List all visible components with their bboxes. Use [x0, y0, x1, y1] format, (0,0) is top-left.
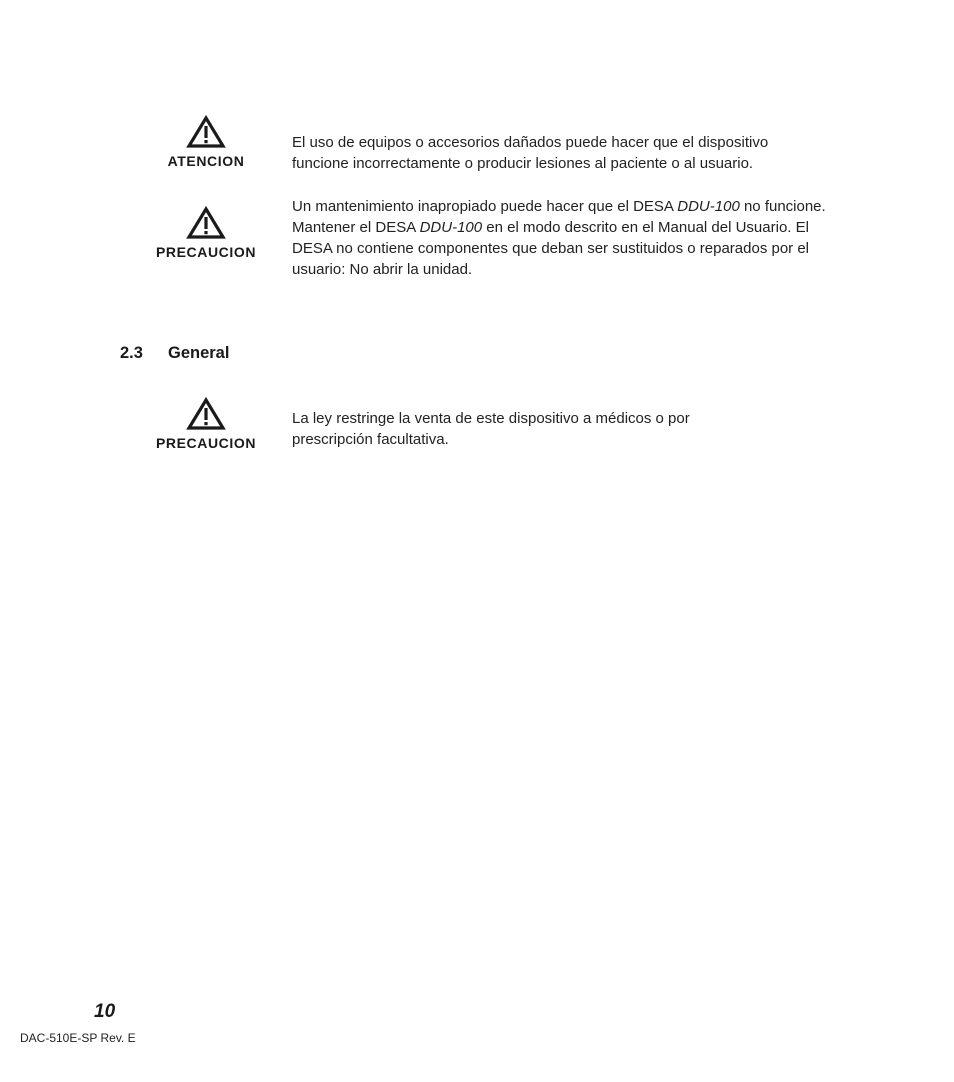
warning-label: ATENCION	[167, 153, 245, 169]
document-id: DAC-510E-SP Rev. E	[20, 1031, 136, 1045]
warning-text: La ley restringe la venta de este dispositivo a médicos o por prescripción facultativa.	[292, 410, 690, 448]
text-segment: Un mantenimiento inapropiado puede hacer que el DESA	[292, 198, 678, 215]
warning-triangle-icon	[186, 397, 226, 431]
warning-badge	[131, 115, 281, 169]
product-name: DDU-100	[419, 219, 483, 236]
warning-text: El uso de equipos o accesorios dañados puede hacer que el dispositivo funcione incorrectamente o producir lesiones al paciente o al usuario.	[292, 134, 769, 172]
section-title: General	[168, 344, 230, 362]
page-number: 10	[94, 1001, 116, 1022]
warning-label: PRECAUCION	[155, 244, 257, 260]
section-number: 2.3	[120, 344, 143, 362]
warning-text	[292, 196, 837, 280]
text-segment: en el modo descrito en el Manual del Usuario. El DESA no contiene componentes que deban ser sustituidos o reparados por el usuario: No abrir la unidad.	[292, 219, 810, 278]
product-name: DDU-100	[677, 198, 740, 215]
warning-badge	[131, 206, 281, 260]
section-heading	[120, 344, 229, 363]
warning-badge	[131, 397, 281, 451]
warning-triangle-icon	[186, 206, 226, 240]
warning-label: PRECAUCION	[155, 435, 257, 451]
text-segment: no funcione. Mantener el DESA	[292, 198, 826, 236]
warning-triangle-icon	[186, 115, 226, 149]
